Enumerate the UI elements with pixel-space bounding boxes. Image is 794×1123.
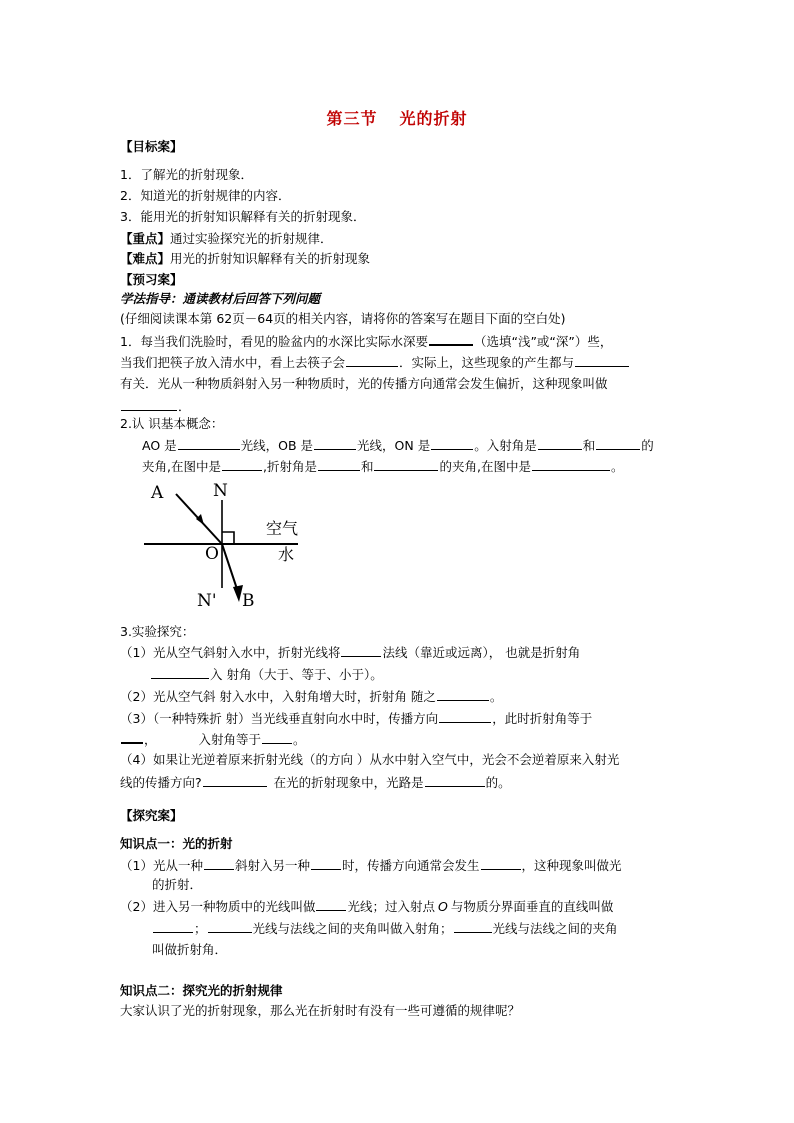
goals-heading: 【目标案】 (120, 139, 183, 154)
answer-blank[interactable] (439, 710, 491, 723)
reading-note: (仔细阅读课本第 62页－64页的相关内容，请将你的答案写在题目下面的空白处) (120, 311, 566, 326)
kp1-text: 斜射入另一种 (234, 858, 310, 873)
answer-blank[interactable] (262, 731, 292, 744)
kp1-line-1 (120, 857, 622, 874)
answer-blank[interactable] (538, 437, 582, 450)
answer-blank[interactable] (314, 437, 356, 450)
kp1-line-5: 叫做折射角． (152, 942, 228, 957)
q3-text: 入 射角（大于、等于、小于）。 (210, 667, 383, 682)
answer-blank[interactable] (318, 458, 360, 471)
goal-item-3: 3．能用光的折射知识解释有关的折射现象． (120, 209, 366, 224)
answer-blank[interactable] (121, 730, 143, 744)
answer-blank[interactable] (121, 398, 177, 411)
key-point (120, 231, 333, 247)
answer-blank[interactable] (151, 666, 209, 679)
question-3-line-3 (120, 688, 502, 705)
difficult-point (120, 251, 370, 267)
q3-text: （3）（一种特殊折 射）当光线垂直射向水中时，传播方向 (120, 711, 439, 726)
question-2-heading: 2.认 识基本概念： (120, 416, 224, 431)
q3-text: （2）光从空气斜 射入水中，入射角增大时，折射角 随之 (120, 689, 436, 704)
right-angle-mark (222, 532, 234, 544)
answer-blank[interactable] (431, 437, 473, 450)
q3-text: 法线（靠近或远离）， 也就是折射角 (382, 645, 581, 660)
kp1-line-3 (120, 898, 613, 915)
q2-text: ,折射角是 (262, 459, 317, 474)
q3-text: 在光的折射现象中，光路是 (273, 775, 424, 790)
q3-text: 入射角等于 (198, 732, 262, 747)
study-guide: 学法指导：通读教材后回答下列问题 (120, 291, 321, 306)
label-n-prime: N' (197, 591, 217, 611)
q3-text: 。 (293, 732, 306, 747)
kp2-line-1: 大家认识了光的折射现象，那么光在折射时有没有一些可遵循的规律呢？ (120, 1003, 521, 1018)
label-water: 水 (278, 545, 295, 564)
kp1-text: ，这种现象叫做光 (521, 858, 622, 873)
q3-text: 线的传播方向? (120, 775, 202, 790)
answer-blank[interactable] (575, 354, 629, 367)
q2-text: 光线，OB 是 (240, 438, 314, 453)
explore-heading: 【探究案】 (120, 808, 183, 823)
title-topic: 光的折射 (399, 109, 468, 128)
answer-blank[interactable] (437, 688, 489, 701)
kp1-line-4 (152, 920, 618, 937)
question-1-line-2 (120, 354, 630, 371)
kp1-line-2: 的折射． (152, 877, 203, 892)
question-3-heading: 3.实验探究： (120, 624, 195, 639)
answer-blank[interactable] (532, 458, 610, 471)
question-1-line-4 (120, 398, 191, 415)
label-n: N (213, 481, 228, 501)
q1-text-c: 当我们把筷子放入清水中，看上去筷子会 (120, 355, 346, 370)
q1-text-f: ． (178, 399, 191, 414)
point-o-italic: O (437, 899, 448, 914)
question-3-line-1 (120, 644, 580, 661)
question-1-line-1 (120, 332, 612, 350)
q2-text: 的 (641, 438, 654, 453)
answer-blank[interactable] (178, 437, 240, 450)
q3-text: ， (144, 732, 157, 747)
answer-blank[interactable] (204, 857, 234, 870)
answer-blank[interactable] (425, 774, 485, 787)
knowledge-point-2-title: 知识点二：探究光的折射规律 (120, 983, 283, 998)
q3-text: （1）光从空气斜射入水中，折射光线将 (120, 645, 341, 660)
q1-text-e: 有关．光从一种物质斜射入另一种物质时，光的传播方向通常会发生偏折，这种现象叫做 (120, 376, 608, 391)
answer-blank[interactable] (481, 857, 521, 870)
label-o: O (205, 544, 219, 564)
knowledge-point-1-title: 知识点一：光的折射 (120, 836, 233, 851)
answer-blank[interactable] (346, 354, 398, 367)
q2-text: 和 (360, 459, 374, 474)
answer-blank[interactable] (208, 920, 252, 933)
kp1-text: 光线与法线之间的夹角叫做入射角； (252, 921, 453, 936)
goal-item-2: 2．知道光的折射规律的内容． (120, 188, 291, 203)
label-b: B (242, 591, 255, 611)
key-label: 【重点】 (120, 231, 171, 246)
answer-blank[interactable] (316, 898, 346, 911)
answer-blank[interactable] (222, 458, 262, 471)
q2-text: AO 是 (142, 438, 177, 453)
q3-text: 的。 (485, 775, 511, 790)
key-text: 通过实验探究光的折射规律． (170, 231, 333, 246)
kp1-text: （1）光从一种 (120, 858, 203, 873)
kp1-text: （2）进入另一种物质中的光线叫做 (120, 899, 316, 914)
question-3-line-5 (120, 730, 306, 748)
answer-blank[interactable] (596, 437, 640, 450)
q1-text-b: （选填“浅”或“深”）些， (473, 334, 613, 349)
answer-blank[interactable] (153, 920, 193, 933)
answer-blank[interactable] (454, 920, 492, 933)
answer-blank[interactable] (341, 644, 381, 657)
q3-text: 。 (489, 689, 503, 704)
question-3-line-2 (150, 666, 383, 683)
q3-text: ，此时折射角等于 (492, 711, 593, 726)
label-a: A (151, 483, 164, 503)
question-3-line-6: （4）如果让光逆着原来折射光线（的方向 ）从水中射入空气中，光会不会逆着原来入射光 (120, 752, 620, 767)
question-2-line-2 (142, 458, 623, 475)
q2-text: 的夹角,在图中是 (439, 459, 531, 474)
question-1-line-3 (120, 376, 608, 392)
q2-text: 光线，ON 是 (357, 438, 431, 453)
refraction-diagram (140, 478, 310, 612)
title-section: 第三节 (326, 109, 378, 128)
kp1-text: 光线与法线之间的夹角 (492, 921, 618, 936)
question-2-line-1 (142, 437, 654, 454)
kp1-text: 与物质分界面垂直的直线叫做 (450, 899, 614, 914)
q2-text: 夹角,在图中是 (142, 459, 221, 474)
q2-text: 。入射角是 (474, 438, 537, 453)
answer-blank[interactable] (429, 332, 473, 346)
page-title (0, 106, 794, 129)
answer-blank[interactable] (311, 857, 341, 870)
goal-item-1: 1．了解光的折射现象． (120, 167, 253, 182)
answer-blank[interactable] (374, 458, 438, 471)
kp1-text: 时，传播方向通常会发生 (341, 858, 480, 873)
difficult-label: 【难点】 (120, 251, 171, 266)
answer-blank[interactable] (203, 774, 267, 787)
label-air: 空气 (266, 519, 299, 538)
q1-text-d: ．实际上，这些现象的产生都与 (399, 355, 575, 370)
question-3-line-7 (120, 774, 511, 791)
kp1-text: ； (194, 921, 207, 936)
q2-text: 。 (610, 459, 624, 474)
preview-heading: 【预习案】 (120, 272, 183, 287)
kp1-text: 光线；过入射点 (347, 899, 435, 914)
question-3-line-4 (120, 710, 592, 727)
q2-text: 和 (582, 438, 596, 453)
q1-text-a: 1．每当我们洗脸时，看见的脸盆内的水深比实际水深要 (120, 334, 428, 349)
difficult-text: 用光的折射知识解释有关的折射现象 (170, 251, 371, 266)
